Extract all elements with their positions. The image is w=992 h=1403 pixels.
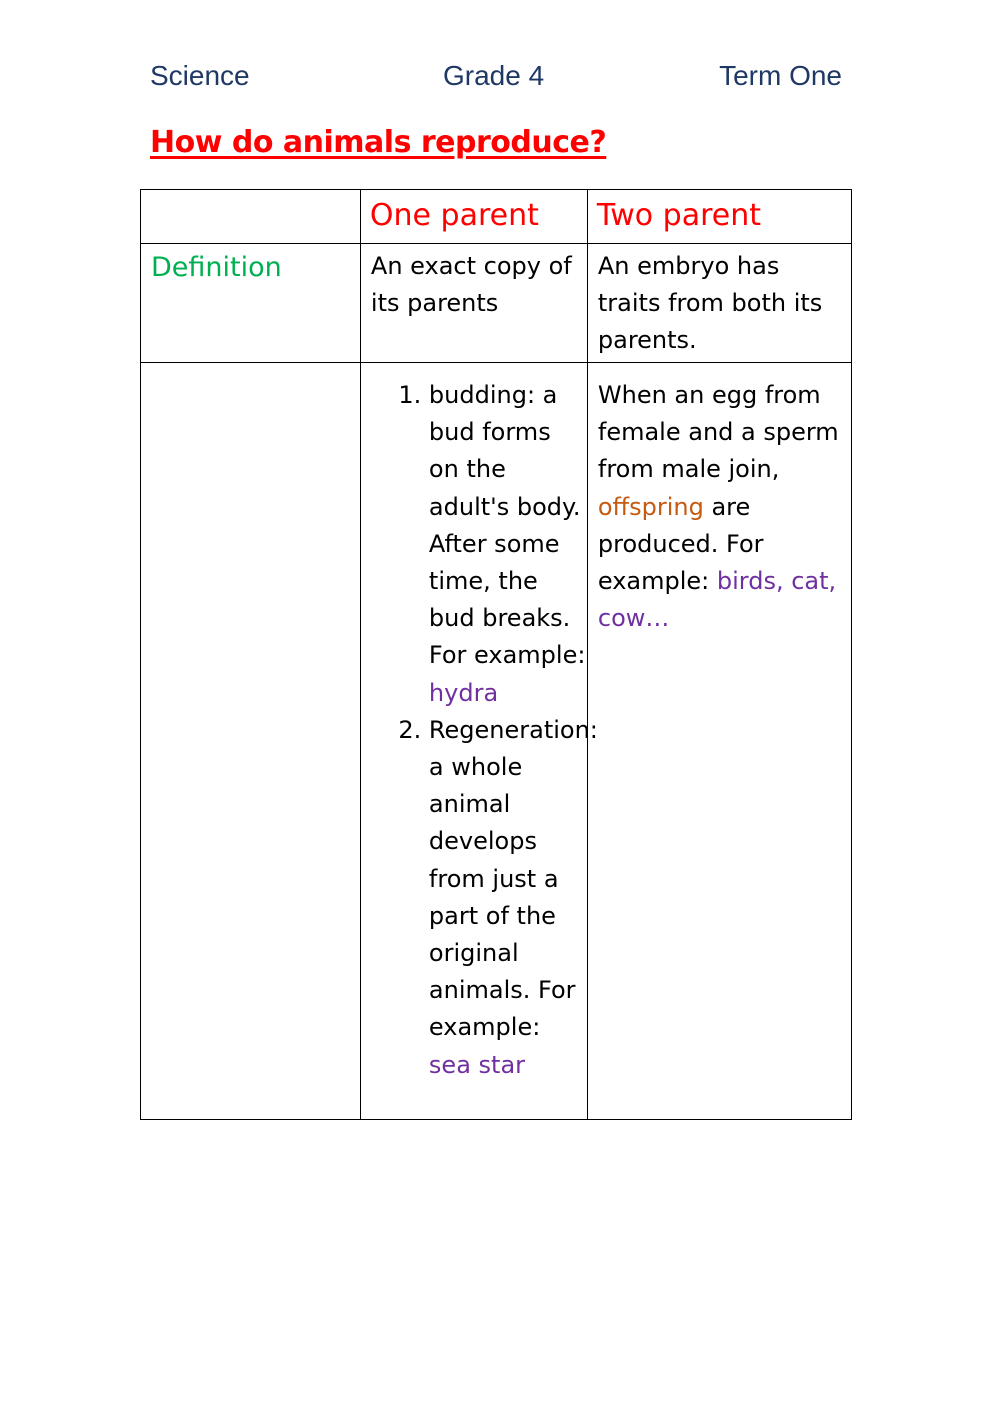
one-parent-types-list [361,377,598,1084]
table-header-row [141,190,852,244]
two-parent-header: Two parent [587,190,851,244]
reproduction-table [140,189,852,1120]
one-parent-definition: An exact copy of its parents [360,244,587,363]
example-text: hydra [428,678,499,707]
types-row [141,363,852,1120]
highlight-word: offspring [597,492,704,521]
description-text-cont: are produced. For example: [597,492,764,596]
definition-row [141,244,852,363]
example-text: birds, cat, cow… [597,567,837,633]
description-text: When an egg from female and a sperm from male join, [597,381,839,484]
page-title: How do animals reproduce? [150,125,607,160]
list-item [428,712,598,1084]
one-parent-types-cell [360,363,598,1120]
list-item [429,377,587,712]
one-parent-header: One parent [360,190,587,244]
example-text: sea star [428,1050,526,1079]
grade-label: Grade 4 [443,60,545,91]
empty-header-cell [141,190,361,244]
page-header [150,60,842,100]
two-parent-description-cell [587,363,851,1120]
list-item-text: Regeneration: a whole animal develops from just a part of the original animals. For example: [428,715,598,1042]
subject-label: Science [150,60,250,91]
term-label: Term One [719,60,842,91]
two-parent-definition: An embryo has traits from both its parents. [587,244,851,363]
empty-types-label-cell [141,363,361,1120]
list-item-text: budding: a bud forms on the adult's body. After some time, the bud breaks. For example: [428,381,586,670]
definition-label: Definition [141,244,361,363]
